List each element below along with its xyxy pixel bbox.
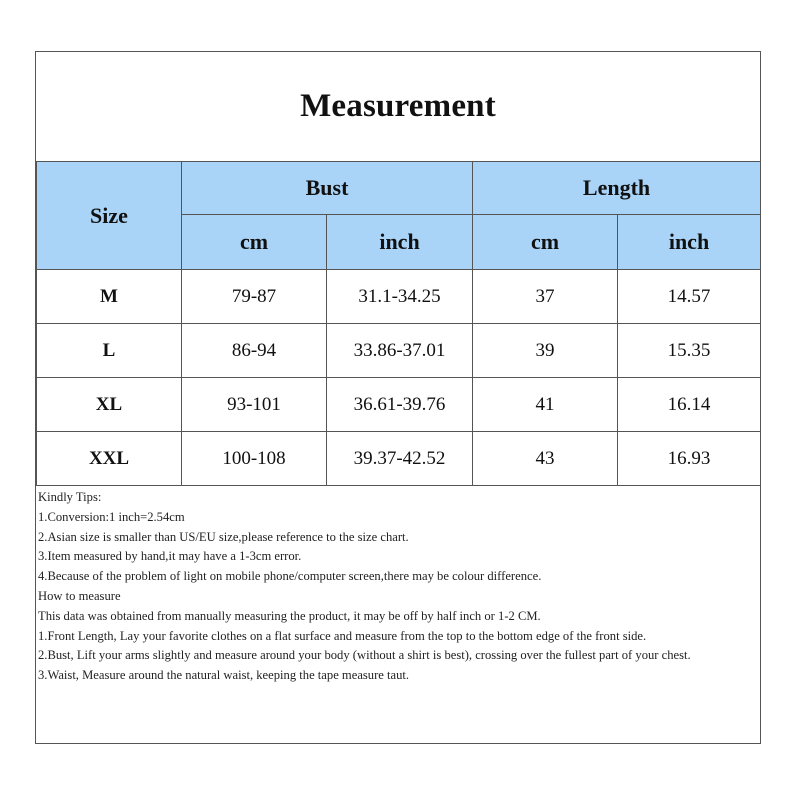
tip-line: 2.Bust, Lift your arms slightly and measure around your body (without a shirt is best), crossing over the fullest part of your chest. [38,648,691,663]
header-bust: Bust [182,162,473,215]
cell-bust-cm: 79-87 [182,270,327,324]
cell-length-inch: 15.35 [618,324,761,378]
tips-section [38,488,760,686]
cell-size: XXL [37,432,182,486]
cell-length-inch: 14.57 [618,270,761,324]
cell-length-inch: 16.93 [618,432,761,486]
cell-length-cm: 43 [473,432,618,486]
size-chart-sheet [35,51,761,744]
table-row [37,324,761,378]
title-box [36,52,760,162]
cell-bust-cm: 93-101 [182,378,327,432]
cell-bust-inch: 33.86-37.01 [327,324,473,378]
tip-line: 1.Front Length, Lay your favorite clothes on a flat surface and measure from the top to the bottom edge of the front side. [38,628,647,643]
tip-line: 4.Because of the problem of light on mobile phone/computer screen,there may be colour difference. [38,569,542,584]
table-row [37,270,761,324]
header-bust-cm: cm [182,215,327,270]
size-table [36,161,761,486]
cell-bust-cm: 86-94 [182,324,327,378]
cell-size: M [37,270,182,324]
how-to-measure-heading: How to measure [38,588,121,603]
header-bust-inch: inch [327,215,473,270]
tip-line: 1.Conversion:1 inch=2.54cm [38,509,185,524]
cell-length-inch: 16.14 [618,378,761,432]
header-length-inch: inch [618,215,761,270]
cell-bust-inch: 31.1-34.25 [327,270,473,324]
header-length: Length [473,162,761,215]
table-row [37,432,761,486]
cell-length-cm: 41 [473,378,618,432]
table-row [37,378,761,432]
cell-bust-inch: 39.37-42.52 [327,432,473,486]
cell-length-cm: 39 [473,324,618,378]
tips-heading: Kindly Tips: [38,490,102,504]
header-size: Size [37,162,182,270]
header-length-cm: cm [473,215,618,270]
cell-bust-inch: 36.61-39.76 [327,378,473,432]
cell-size: L [37,324,182,378]
tip-line: 2.Asian size is smaller than US/EU size,please reference to the size chart. [38,529,409,544]
tip-line: 3.Waist, Measure around the natural waist, keeping the tape measure taut. [38,668,410,683]
tip-line: This data was obtained from manually measuring the product, it may be off by half inch or 1-2 CM. [38,608,541,623]
page-title: Measurement [300,88,496,124]
tip-line: 3.Item measured by hand,it may have a 1-3cm error. [38,549,302,564]
cell-length-cm: 37 [473,270,618,324]
cell-bust-cm: 100-108 [182,432,327,486]
cell-size: XL [37,378,182,432]
